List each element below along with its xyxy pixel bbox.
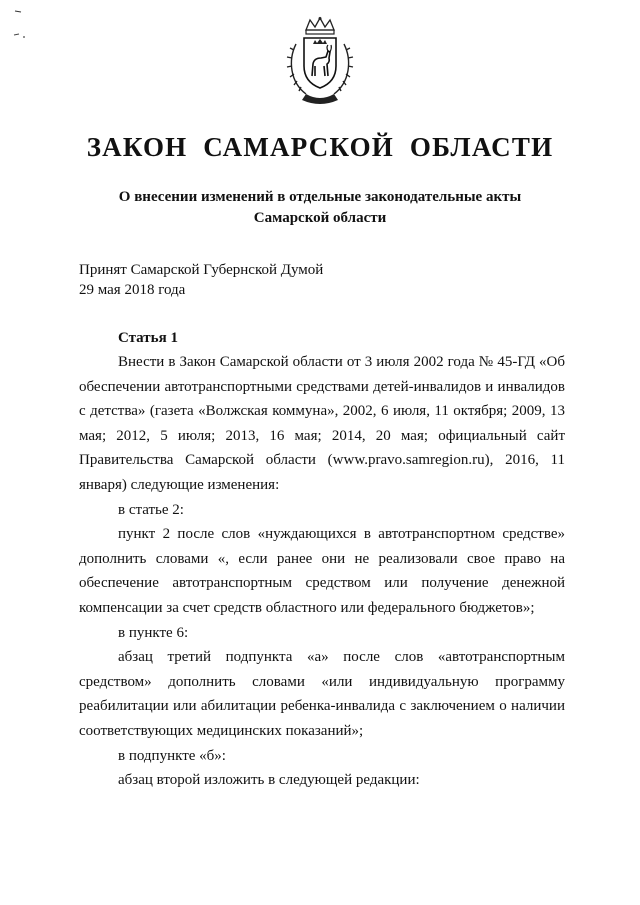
- law-subtitle-line: О внесении изменений в отдельные законодательные акты: [118, 189, 522, 205]
- body-paragraph: в статье 2:: [118, 501, 184, 518]
- scan-artifact-marks: [12, 8, 28, 48]
- article-body: [79, 350, 565, 793]
- law-subtitle: [60, 187, 580, 229]
- body-paragraph: пункт 2 после слов «нуждающихся в автотранспортном средстве» дополнить словами «, если ранее они не реализовали свое право на обеспечение автотранспортным средством или получение денежной компенсации за счет средств областного или федерального бюджетов»;: [79, 526, 565, 616]
- law-subtitle-line: Самарской области: [253, 210, 387, 226]
- body-paragraph: Внести в Закон Самарской области от 3 июля 2002 года № 45-ГД «Об обеспечении автотранспортными средствами детей-инвалидов и инвалидов с детства» (газета «Волжская коммуна», 2002, 6 июля, 11 октября; 2009, 13 мая; 2012, 5 июля; 2013, 16 мая; 2014, 20 мая; официальный сайт Правительства Самарской области (www.pravo.samregion.ru), 2016, 11 января) следующие изменения:: [79, 354, 565, 493]
- article-heading: Статья 1: [118, 330, 178, 346]
- adoption-info: [79, 260, 323, 300]
- body-paragraph: в пункте 6:: [118, 624, 189, 641]
- body-paragraph: абзац второй изложить в следующей редакции:: [118, 772, 420, 789]
- adoption-body: Принят Самарской Губернской Думой: [79, 262, 324, 278]
- law-title: ЗАКОН САМАРСКОЙ ОБЛАСТИ: [86, 132, 554, 162]
- body-paragraph: в подпункте «б»:: [118, 747, 226, 764]
- samara-oblast-coat-of-arms-icon: [284, 16, 356, 104]
- body-paragraph: абзац третий подпункта «а» после слов «автотранспортным средством» дополнить словами «или индивидуальную программу реабилитации или абилитации ребенка-инвалида с заключением о наличии соответствующих медицинских показаний»;: [79, 649, 565, 739]
- adoption-date: 29 мая 2018 года: [79, 282, 186, 298]
